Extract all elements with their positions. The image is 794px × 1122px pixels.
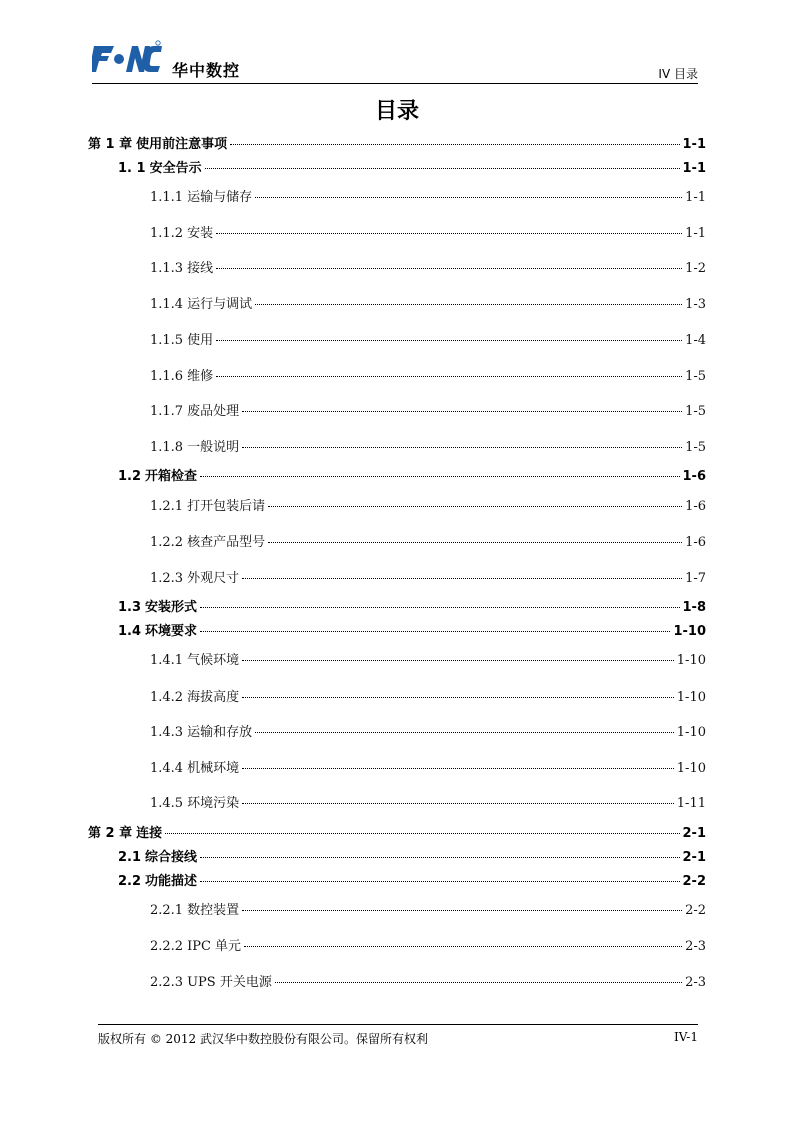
toc-entry-label: UPS 开关电源 bbox=[187, 975, 272, 990]
toc-dot-leader bbox=[242, 660, 674, 661]
toc-entry-page: 1-10 bbox=[676, 690, 706, 705]
toc-entry-number: 第 1 章 bbox=[88, 137, 133, 152]
toc-entry-label: IPC 单元 bbox=[187, 939, 242, 954]
toc-entry[interactable] bbox=[150, 404, 706, 420]
toc-entry-page: 1-4 bbox=[685, 333, 706, 348]
brand-name: 华中数控 bbox=[172, 61, 241, 80]
toc-entry-page: 1-1 bbox=[682, 137, 706, 152]
toc-entry-label: 一般说明 bbox=[187, 440, 240, 455]
toc-dot-leader bbox=[255, 304, 682, 305]
toc-entry-page: 2-2 bbox=[685, 903, 706, 918]
toc-entry-page: 1-10 bbox=[676, 761, 706, 776]
toc-entry[interactable] bbox=[150, 333, 706, 349]
toc-entry-page: 1-10 bbox=[676, 653, 706, 668]
page-number: IV-1 bbox=[674, 1030, 698, 1044]
toc-entry[interactable] bbox=[150, 725, 706, 741]
toc-entry-label: 功能描述 bbox=[145, 874, 198, 889]
toc-dot-leader bbox=[242, 803, 674, 804]
toc-entry-number: 1.2.2 bbox=[150, 535, 184, 550]
toc-entry-label: 运行与调试 bbox=[187, 297, 253, 312]
toc-entry[interactable] bbox=[118, 850, 706, 866]
toc-entry-page: 1-5 bbox=[685, 369, 706, 384]
toc-entry-number: 1.4.2 bbox=[150, 690, 184, 705]
toc-entry[interactable] bbox=[150, 297, 706, 313]
toc-entry[interactable] bbox=[150, 903, 706, 919]
toc-entry-number: 1.1.5 bbox=[150, 333, 184, 348]
toc-entry-number: 第 2 章 bbox=[88, 826, 133, 841]
toc-entry-label: 机械环境 bbox=[187, 761, 240, 776]
toc-entry[interactable] bbox=[150, 761, 706, 777]
toc-entry[interactable] bbox=[150, 796, 706, 812]
toc-entry-number: 1.1.3 bbox=[150, 261, 184, 276]
footer-divider bbox=[98, 1024, 698, 1025]
toc-entry-label: 外观尺寸 bbox=[187, 571, 240, 586]
toc-dot-leader bbox=[244, 946, 682, 947]
toc-entry-number: 2.2.2 bbox=[150, 939, 184, 954]
toc-entry-number: 2.2.1 bbox=[150, 903, 184, 918]
toc-entry-label: 使用 bbox=[187, 333, 214, 348]
toc-entry-page: 2-3 bbox=[685, 939, 706, 954]
toc-entry-label: 使用前注意事项 bbox=[136, 137, 228, 152]
toc-entry[interactable] bbox=[150, 226, 706, 242]
toc-entry-page: 2-1 bbox=[682, 826, 706, 841]
toc-entry-page: 2-2 bbox=[682, 874, 706, 889]
toc-dot-leader bbox=[200, 631, 670, 632]
toc-entry-label: 核查产品型号 bbox=[187, 535, 266, 550]
toc-dot-leader bbox=[165, 833, 679, 834]
toc-entry-number: 2.2.3 bbox=[150, 975, 184, 990]
toc-entry-label: 连接 bbox=[136, 826, 163, 841]
toc-entry[interactable] bbox=[150, 261, 706, 277]
toc-entry[interactable] bbox=[150, 440, 706, 456]
toc-entry-page: 1-1 bbox=[682, 161, 706, 176]
toc-entry-number: 1.1.7 bbox=[150, 404, 184, 419]
toc-entry-number: 1.4.5 bbox=[150, 796, 184, 811]
toc-entry-label: 维修 bbox=[187, 369, 214, 384]
toc-entry-number: 1.1.8 bbox=[150, 440, 184, 455]
toc-dot-leader bbox=[216, 376, 682, 377]
toc-entry-label: 开箱检查 bbox=[145, 469, 198, 484]
page-footer bbox=[98, 1024, 698, 1046]
toc-entry-number: 1.1.4 bbox=[150, 297, 184, 312]
toc-entry-page: 1-8 bbox=[682, 600, 706, 615]
toc-entry-page: 1-1 bbox=[685, 190, 706, 205]
toc-dot-leader bbox=[216, 233, 682, 234]
toc-entry-number: 2.1 bbox=[118, 850, 142, 865]
toc-entry[interactable] bbox=[150, 571, 706, 587]
toc-dot-leader bbox=[275, 982, 682, 983]
toc-entry[interactable] bbox=[118, 624, 706, 640]
toc-entry-page: 1-7 bbox=[685, 571, 706, 586]
toc-entry-label: 打开包装后请 bbox=[187, 499, 266, 514]
toc-entry[interactable] bbox=[118, 161, 706, 177]
toc-entry[interactable] bbox=[150, 690, 706, 706]
toc-entry-number: 1.2 bbox=[118, 469, 142, 484]
toc-entry-page: 1-1 bbox=[685, 226, 706, 241]
toc-entry-label: 综合接线 bbox=[145, 850, 198, 865]
toc-entry-label: 运输与储存 bbox=[187, 190, 253, 205]
toc-entry-number: 1.4.4 bbox=[150, 761, 184, 776]
toc-dot-leader bbox=[200, 857, 679, 858]
toc-entry[interactable] bbox=[88, 826, 706, 842]
copyright-text: 版权所有 © 2012 武汉华中数控股份有限公司。保留所有权利 bbox=[98, 1032, 428, 1046]
toc-dot-leader bbox=[242, 910, 682, 911]
toc-entry-number: 2.2 bbox=[118, 874, 142, 889]
toc-entry-label: 安装形式 bbox=[145, 600, 198, 615]
toc-dot-leader bbox=[268, 506, 682, 507]
toc-dot-leader bbox=[216, 340, 682, 341]
toc-entry-number: 1.4.1 bbox=[150, 653, 184, 668]
toc-entry-label: 海拔高度 bbox=[187, 690, 240, 705]
toc-entry-label: 数控装置 bbox=[187, 903, 240, 918]
toc-entry-number: 1.1.1 bbox=[150, 190, 184, 205]
toc-entry-page: 1-3 bbox=[685, 297, 706, 312]
toc-entry-number: 1.2.3 bbox=[150, 571, 184, 586]
toc-dot-leader bbox=[255, 732, 674, 733]
toc-dot-leader bbox=[268, 542, 682, 543]
toc-dot-leader bbox=[216, 268, 682, 269]
toc-entry-page: 1-10 bbox=[673, 624, 706, 639]
toc-entry-label: 安全告示 bbox=[149, 161, 202, 176]
toc-entry-number: 1.1.6 bbox=[150, 369, 184, 384]
toc-dot-leader bbox=[230, 144, 679, 145]
toc-dot-leader bbox=[255, 197, 682, 198]
toc-entry-label: 环境要求 bbox=[145, 624, 198, 639]
toc-entry-label: 运输和存放 bbox=[187, 725, 253, 740]
toc-entry-page: 1-5 bbox=[685, 404, 706, 419]
toc-entry-label: 环境污染 bbox=[187, 796, 240, 811]
toc-entry[interactable] bbox=[118, 874, 706, 890]
toc-dot-leader bbox=[242, 447, 682, 448]
toc-entry[interactable] bbox=[150, 535, 706, 551]
toc-dot-leader bbox=[242, 768, 674, 769]
toc-entry-number: 1. 1 bbox=[118, 161, 146, 176]
toc-dot-leader bbox=[200, 607, 679, 608]
toc-entry-label: 安装 bbox=[187, 226, 214, 241]
toc-entry-page: 1-6 bbox=[685, 499, 706, 514]
toc-entry-number: 1.4.3 bbox=[150, 725, 184, 740]
toc-entry-page: 1-6 bbox=[685, 535, 706, 550]
toc-entry-page: 2-1 bbox=[682, 850, 706, 865]
toc-dot-leader bbox=[242, 697, 674, 698]
toc-entry-page: 1-11 bbox=[676, 796, 706, 811]
header-section-label: IV 目录 bbox=[658, 67, 698, 81]
toc-entry[interactable] bbox=[118, 600, 706, 616]
toc-entry-number: 1.2.1 bbox=[150, 499, 184, 514]
toc-entry[interactable] bbox=[150, 499, 706, 515]
toc-entry-label: 废品处理 bbox=[187, 404, 240, 419]
toc-entry-label: 接线 bbox=[187, 261, 214, 276]
toc-dot-leader bbox=[242, 411, 682, 412]
toc-entry-number: 1.1.2 bbox=[150, 226, 184, 241]
toc-dot-leader bbox=[200, 476, 679, 477]
toc-entry-number: 1.4 bbox=[118, 624, 142, 639]
toc-dot-leader bbox=[205, 168, 680, 169]
toc-entry-page: 1-2 bbox=[685, 261, 706, 276]
toc-entry[interactable] bbox=[150, 939, 706, 955]
toc-dot-leader bbox=[200, 881, 679, 882]
page-title: 目录 bbox=[374, 99, 419, 124]
toc-entry-page: 1-6 bbox=[682, 469, 706, 484]
toc-entry[interactable] bbox=[150, 369, 706, 385]
toc-entry-page: 1-5 bbox=[685, 440, 706, 455]
toc-dot-leader bbox=[242, 578, 682, 579]
toc-entry[interactable] bbox=[150, 653, 706, 669]
toc-entry-page: 2-3 bbox=[685, 975, 706, 990]
toc-entry-number: 1.3 bbox=[118, 600, 142, 615]
toc-entry[interactable] bbox=[118, 469, 706, 485]
toc-entry[interactable] bbox=[88, 137, 706, 153]
toc-entry-label: 气候环境 bbox=[187, 653, 240, 668]
toc-entry[interactable] bbox=[150, 190, 706, 206]
toc-entry-page: 1-10 bbox=[676, 725, 706, 740]
toc-entry[interactable] bbox=[150, 975, 706, 991]
